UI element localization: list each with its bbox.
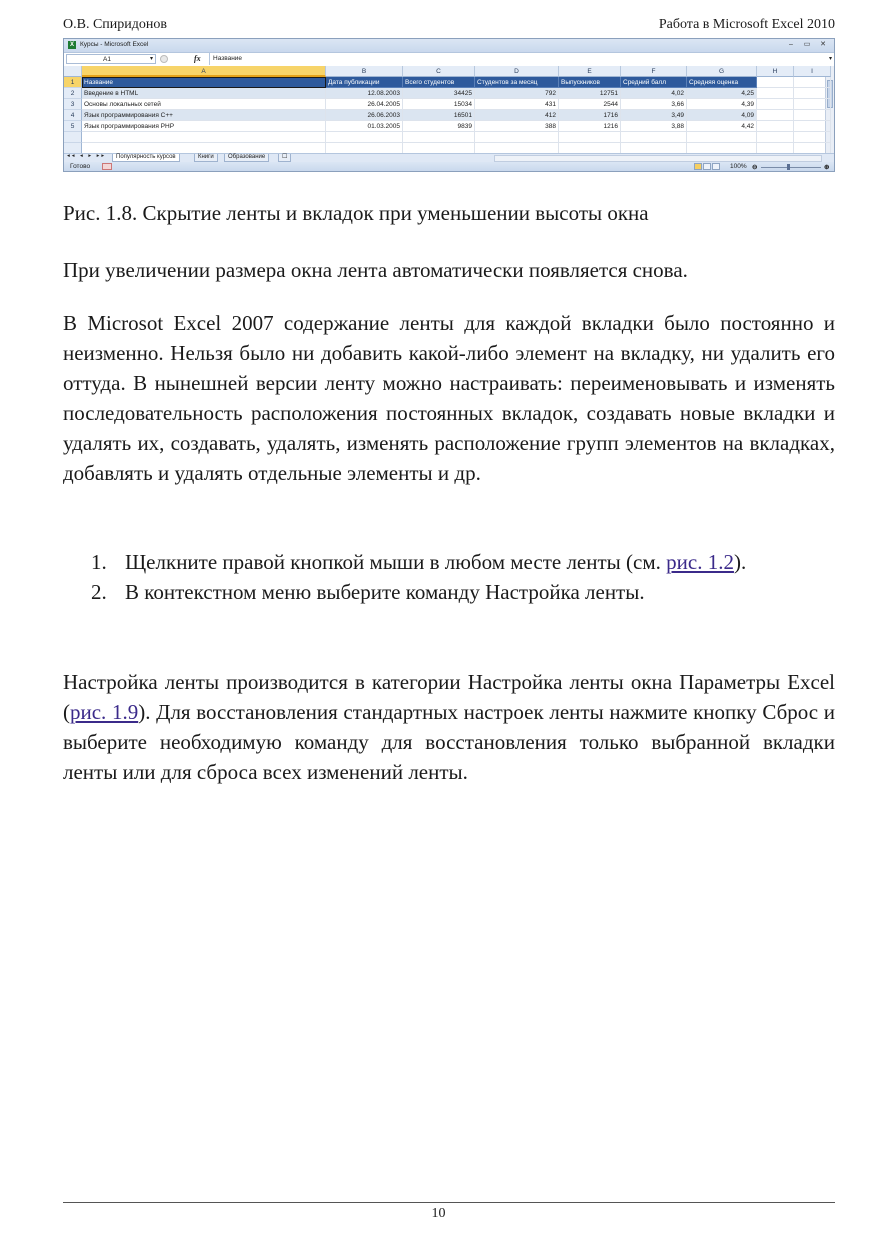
sheet-tab[interactable]: Образование [224,154,269,162]
row-header[interactable]: 2 [64,88,82,99]
table-cell[interactable]: 26.04.2005 [326,99,403,110]
table-cell[interactable]: 1216 [559,121,621,132]
header-title: Работа в Microsoft Excel 2010 [658,17,835,32]
zoom-in-icon[interactable]: ⊕ [824,164,830,171]
step-number: 1. [91,550,107,574]
column-header[interactable]: E [559,66,621,77]
restore-icon[interactable]: ▭ [803,41,811,48]
column-header[interactable]: G [687,66,757,77]
empty-cell[interactable] [794,110,831,121]
step-text-end: ). [733,550,747,574]
page-layout-view-icon[interactable] [703,163,711,170]
empty-cell[interactable] [794,121,831,132]
sheet-tabs-bar [64,153,834,162]
zoom-slider[interactable] [761,167,821,168]
list-item [63,577,835,607]
paragraph-3-text-end: ). Для восстановления стандартных настроек ленты нажмите кнопку Сброс и выберите необходимую команду для восстановления только выбранной вкладки ленты или для сброса всех изменений ленты. [63,700,836,784]
step-number: 2. [91,580,107,604]
column-header[interactable]: B [326,66,403,77]
table-cell[interactable]: Язык программирования C++ [82,110,326,121]
table-cell[interactable]: 12751 [559,88,621,99]
table-cell[interactable]: 4,42 [687,121,757,132]
table-cell[interactable]: 34425 [403,88,475,99]
close-icon[interactable]: ✕ [820,41,826,48]
table-cell[interactable]: 3,88 [621,121,687,132]
empty-cell[interactable] [757,99,794,110]
chevron-down-icon[interactable]: ▾ [149,56,153,62]
empty-cell[interactable] [326,132,403,143]
page-break-view-icon[interactable] [712,163,720,170]
table-header-cell[interactable]: Средняя оценка [687,77,757,88]
table-cell[interactable]: 792 [475,88,559,99]
empty-cell[interactable] [757,121,794,132]
empty-cell[interactable] [757,88,794,99]
empty-cell[interactable] [757,77,794,88]
sheet-tab[interactable]: Книги [194,154,218,162]
table-cell[interactable]: Язык программирования PHP [82,121,326,132]
zoom-out-icon[interactable]: ⊖ [752,164,758,171]
table-cell[interactable]: 1716 [559,110,621,121]
empty-cell[interactable] [82,132,326,143]
row-header[interactable]: 3 [64,99,82,110]
table-cell[interactable]: 15034 [403,99,475,110]
insert-sheet-icon[interactable]: ☐ [278,154,291,162]
table-cell[interactable]: 3,66 [621,99,687,110]
empty-cell[interactable] [794,99,831,110]
minimize-icon[interactable]: – [789,41,793,48]
fx-icon[interactable]: fx [194,54,201,63]
empty-cell[interactable] [687,132,757,143]
row-header[interactable]: 4 [64,110,82,121]
formula-bar [64,53,834,67]
paragraph-1: При увеличении размера окна лента автоматически появляется снова. [63,258,688,282]
table-cell[interactable]: 4,25 [687,88,757,99]
cancel-icon[interactable] [160,55,168,63]
empty-cell[interactable] [794,77,831,88]
paragraph-3 [63,667,835,787]
worksheet-grid[interactable] [64,66,834,153]
normal-view-icon[interactable] [694,163,702,170]
table-cell[interactable]: 412 [475,110,559,121]
table-cell[interactable]: Введение в HTML [82,88,326,99]
column-header[interactable]: A [82,66,326,77]
table-cell[interactable]: 4,02 [621,88,687,99]
table-cell[interactable]: 388 [475,121,559,132]
status-bar [64,162,834,172]
row-header[interactable]: 5 [64,121,82,132]
name-box-value: A1 [103,56,111,63]
steps-list [63,547,835,607]
column-header[interactable]: D [475,66,559,77]
table-cell[interactable]: Основы локальных сетей [82,99,326,110]
table-header-cell[interactable]: Дата публикации [326,77,403,88]
paragraph-3-text: Настройка ленты производится в категории Настройка ленты окна Параметры Excel ( [63,670,835,724]
table-header-cell[interactable]: Всего студентов [403,77,475,88]
macro-record-icon[interactable] [102,163,112,170]
column-header[interactable]: H [757,66,794,77]
row-header[interactable]: 1 [64,77,82,88]
table-cell[interactable]: 4,39 [687,99,757,110]
table-header-cell[interactable]: Студентов за месяц [475,77,559,88]
excel-app-icon: X [69,42,74,48]
horizontal-scrollbar[interactable] [494,155,822,162]
table-cell[interactable]: 9839 [403,121,475,132]
select-all-corner[interactable] [64,66,82,77]
view-buttons [694,163,721,172]
table-cell[interactable]: 3,49 [621,110,687,121]
sheet-nav-arrows[interactable]: ◂◂ ◂ ▸ ▸▸ [67,153,107,159]
table-cell[interactable]: 12.08.2003 [326,88,403,99]
page-header [63,17,835,37]
empty-cell[interactable] [794,88,831,99]
column-header[interactable]: C [403,66,475,77]
table-cell[interactable]: 01.03.2005 [326,121,403,132]
empty-cell[interactable] [757,110,794,121]
footer-rule [63,1202,835,1203]
table-cell[interactable]: 16501 [403,110,475,121]
step-text: В контекстном меню выберите команду Настройка ленты. [125,580,645,604]
empty-cell[interactable] [757,132,794,143]
excel-title-bar [64,39,834,53]
table-cell[interactable]: 2544 [559,99,621,110]
empty-cell[interactable] [621,132,687,143]
page-number: 10 [431,1206,446,1221]
empty-cell[interactable] [403,132,475,143]
figure-link[interactable]: рис. 1.9 [70,700,139,724]
zoom-slider-thumb[interactable] [787,164,790,170]
status-text: Готово [70,163,91,170]
header-author: О.В. Спиридонов [63,17,167,32]
table-header-cell[interactable]: Название [82,77,326,88]
excel-window [63,38,835,172]
empty-cell[interactable] [794,132,831,143]
table-header-cell[interactable]: Выпускников [559,77,621,88]
name-box[interactable] [66,54,156,64]
empty-cell[interactable] [559,132,621,143]
expand-formula-icon[interactable]: ▾ [828,56,832,62]
zoom-level[interactable]: 100% [730,163,747,170]
step-text: Щелкните правой кнопкой мыши в любом месте ленты (см. [125,550,667,574]
paragraph-2: В Microsot Excel 2007 содержание ленты для каждой вкладки было постоянно и неизменно. Нельзя было ни добавить какой-либо элемент на вкладку, ни удалить его оттуда. В нынешней версии ленту можно настраивать: переименовывать и изменять последовательность расположения постоянных вкладок, создавать новые вкладки и удалять их, создавать, удалять, изменять расположение групп элементов на вкладках, добавлять и удалять отдельные элементы и др. [63,311,835,485]
empty-cell[interactable] [475,132,559,143]
sheet-tab[interactable]: Популярность курсов [112,154,180,162]
figure-link[interactable]: рис. 1.2 [666,550,734,574]
list-item [63,547,835,577]
table-cell[interactable]: 26.06.2003 [326,110,403,121]
excel-window-title: Курсы - Microsoft Excel [80,41,149,48]
column-header[interactable]: I [794,66,831,77]
row-header[interactable] [64,132,82,143]
table-header-cell[interactable]: Средний балл [621,77,687,88]
figure-caption: Рис. 1.8. Скрытие ленты и вкладок при уменьшении высоты окна [63,201,649,225]
formula-input[interactable]: Название [209,53,824,65]
table-cell[interactable]: 4,09 [687,110,757,121]
table-cell[interactable]: 431 [475,99,559,110]
column-header[interactable]: F [621,66,687,77]
